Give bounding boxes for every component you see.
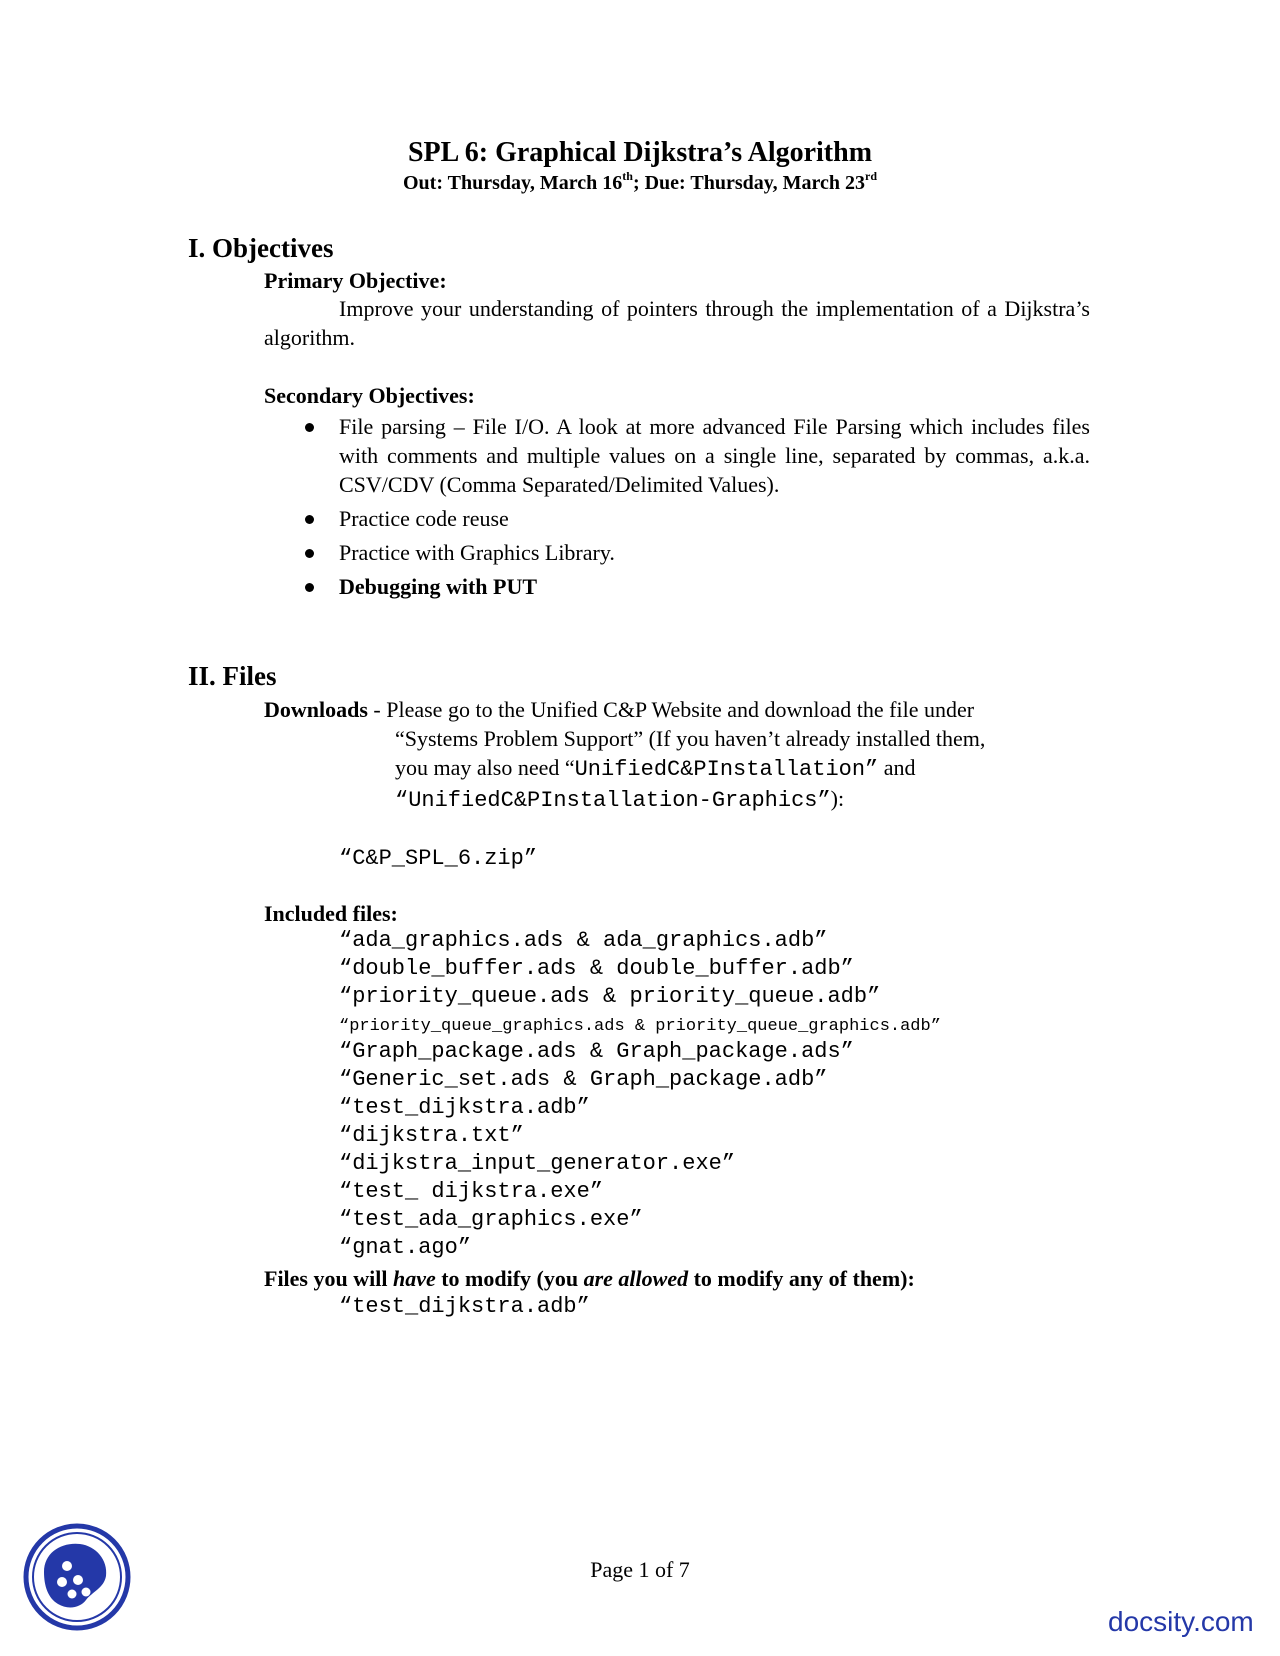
due-date: ; Due: Thursday, March 23 [632,172,866,194]
list-item-text: Debugging with PUT [339,574,538,599]
docsity-logo-icon [22,1522,132,1632]
due-date-suffix: rd [865,169,878,183]
primary-objective-text: Improve your understanding of pointers through the implementation of a Dijkstra’s algorithm. [264,296,1090,350]
bullet-icon [305,583,314,592]
file-list-item: “priority_queue.ads & priority_queue.adb” [339,984,881,1009]
installation-filename: UnifiedC&PInstallation” [574,757,879,782]
objectives-heading: I. Objectives [188,233,334,263]
downloads-text: “Systems Problem Support” (If you haven’t already installed them, [395,726,986,751]
secondary-objectives-list [264,412,1090,601]
document-subtitle [0,170,1280,196]
file-list-item: “test_dijkstra.adb” [339,1095,590,1120]
file-list-item: “Graph_package.ads & Graph_package.ads” [339,1039,854,1064]
graphics-installation-filename: “UnifiedC&PInstallation-Graphics” [395,788,831,813]
downloads-text: ): [830,786,845,811]
files-to-modify-heading [264,1265,915,1293]
file-list-item: “test_ada_graphics.exe” [339,1207,643,1232]
file-list-item: “dijkstra_input_generator.exe” [339,1151,736,1176]
list-item-text: Practice with Graphics Library. [339,540,615,565]
out-date: Out: Thursday, March 16 [402,172,623,194]
list-item [264,412,1090,499]
heading-text: to modify any of them): [688,1266,915,1291]
downloads-text: and [878,755,916,780]
bullet-icon [305,549,314,558]
document-title: SPL 6: Graphical Dijkstra’s Algorithm [407,137,873,168]
bullet-icon [305,515,314,524]
file-list-item: “dijkstra.txt” [339,1123,524,1148]
file-list-item: “priority_queue_graphics.ads & priority_queue_graphics.adb” [339,1017,941,1036]
zip-filename: “C&P_SPL_6.zip” [339,846,538,871]
file-list-item: “test_ dijkstra.exe” [339,1179,604,1204]
list-item-text: File parsing – File I/O. A look at more advanced File Parsing which includes files with comments and multiple values on a single line, separated by commas, a.k.a. CSV/CDV (Comma Separated/Delimited Values). [339,414,1090,497]
downloads-label: Downloads [264,697,368,722]
file-list-item: “double_buffer.ads & double_buffer.adb” [339,956,854,981]
file-list-item: “Generic_set.ads & Graph_package.adb” [339,1067,828,1092]
file-list-item: “test_dijkstra.adb” [339,1294,590,1319]
list-item [264,572,1090,601]
heading-text: Files you will [264,1266,393,1291]
downloads-text: you may also need “ [395,755,575,780]
page-number: Page 1 of 7 [590,1557,690,1582]
docsity-watermark[interactable]: docsity.com [1108,1606,1254,1637]
list-item [264,504,1090,533]
downloads-paragraph [264,695,1094,815]
primary-objective-heading: Primary Objective: [264,268,447,293]
files-heading: II. Files [188,661,277,691]
list-item-text: Practice code reuse [339,506,509,531]
list-item [264,538,1090,567]
heading-emphasis: are allowed [583,1266,689,1291]
downloads-text: - Please go to the Unified C&P Website and download the file under [367,697,975,722]
heading-text: to modify (you [435,1266,584,1291]
file-list-item: “gnat.ago” [339,1235,472,1260]
file-list-item: “ada_graphics.ads & ada_graphics.adb” [339,928,828,953]
bullet-icon [305,423,314,432]
out-date-suffix: th [622,169,633,183]
included-files-heading: Included files: [264,901,398,926]
secondary-objectives-heading: Secondary Objectives: [264,383,475,408]
heading-emphasis: have [392,1266,436,1291]
